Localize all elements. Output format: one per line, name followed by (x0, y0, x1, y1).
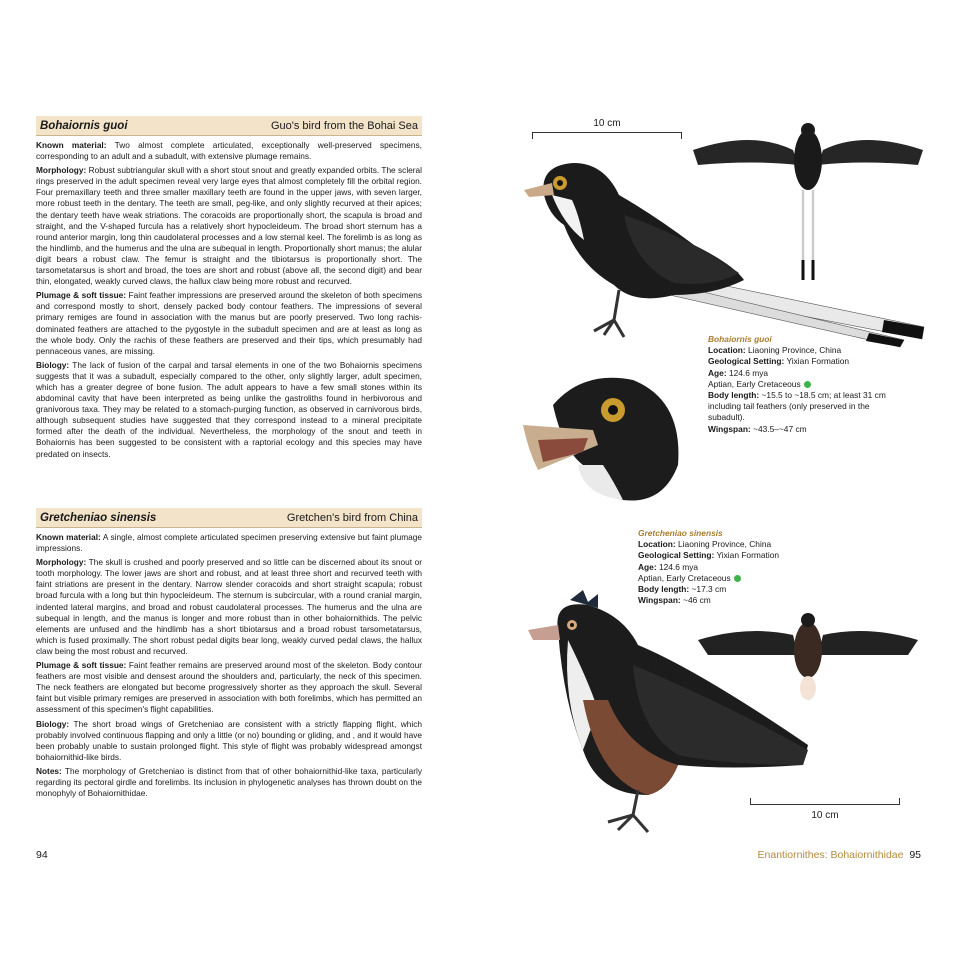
info-title: Gretcheniao sinensis (638, 528, 723, 538)
plumage: Plumage & soft tissue: Faint feather impressions are preserved around the skeleton of both specimens and correspond mostly to short, densely packed body contour feathers. The impressions of several primary remiges are found in association with the manus but are poorly preserved. Two long rachis-dominated feathers are attached to the pygostyle in the subadult specimen and are at least as long as the whole body. Only the rachis of these feathers are preserved and their tips, which presumably had pennaceous vanes, are missing. (36, 290, 422, 356)
info-wingspan: Wingspan: ~43.5–~47 cm (708, 423, 807, 434)
species-name: Bohaiornis guoi (40, 119, 128, 132)
species-text (36, 140, 422, 460)
species-header (36, 116, 422, 136)
notes: Notes: The morphology of Gretcheniao is distinct from that of other bohaiornithid-like taxa, particularly regarding its pectoral girdle and forelimbs. Its inclusion in phylogenetic analyses has thrown doubt on the monophyly of Bohaiornithidae. (36, 765, 422, 799)
bohaiornis-info-box (708, 334, 908, 435)
info-geological-setting: Geological Setting: Yixian Formation (708, 356, 850, 367)
common-name: Guo's bird from the Bohai Sea (270, 119, 418, 132)
morphology: Morphology: The skull is crushed and poorly preserved and so little can be discerned about its snout or tooth morphology. The lower jaws are short and robust, and at least three short and recurved teeth with faint striations are present in the dentary. Narrow slender coracoids and short straight scapula; robust broad furcula with a long but thin hypocleideum. The sternum is subcircular, with a round cranial margin, indented lateral margins, and broad and robust caudolateral processes. The humerus and the ulna are subequal in length, and the manus is longer and more robust than in other bohaiornithids. The pelvic elements are unfused and the hindlimb has a short tibiotarsus and a broad robust tarsometatarsus, which is fused proximally. The short robust pedal digits bear long, weakly curved pedal claws, the hallux claw being the most robust and recurved. (36, 557, 422, 656)
info-period: Aptian, Early Cretaceous (638, 573, 838, 584)
info-period: Aptian, Early Cretaceous (708, 379, 908, 390)
running-head-title: Enantiornithes: Bohaiornithidae (757, 849, 904, 861)
scale-line (532, 132, 682, 139)
species-header (36, 508, 422, 528)
page-number-left: 94 (36, 849, 48, 861)
info-location: Location: Liaoning Province, China (708, 345, 842, 356)
biology: Biology: The lack of fusion of the carpal and tarsal elements in one of the two Bohaiornis specimens suggests that it was a subadult, especially compared to the other, only slightly larger, adult specimen, which has a greater degree of bone fusion. The adult appears to have a few small stones within its abdominal cavity that have been interpreted as being unlike the gastroliths found in herbivorous and granivorous taxa. They may be related to a stomach-purging function, as observed in carnivorous birds, although subsequent studies have suggested that they correspond instead to a mineral precipitate formed after the death of the individual. Nevertheless, the morphology of the snout and teeth in Bohaiornis has been suggested to be consistent with a raptorial ecology and this species may have predated on insects. (36, 359, 422, 459)
species-text (36, 532, 422, 799)
species-name: Gretcheniao sinensis (40, 511, 157, 524)
period-dot-icon (734, 575, 741, 582)
right-page (478, 0, 957, 957)
species-entry-bohaiornis (36, 116, 422, 463)
biology: Biology: The short broad wings of Gretcheniao are consistent with a strictly flapping flight, which probably involved continuous flapping and only a little (or no) bounding or gliding, and , and it would have been probably unable to sustain prolonged flight. This style of flight was probably widespread amongst bohaiornithid-like birds. (36, 718, 422, 762)
common-name: Gretchen's bird from China (286, 511, 418, 524)
scale-line (750, 798, 900, 805)
scale-label: 10 cm (811, 810, 839, 821)
period-dot-icon (804, 381, 811, 388)
known-material: Known material: A single, almost complete articulated specimen preserving extensive but faint plumage impressions. (36, 532, 422, 554)
info-age: Age: 124.6 mya (638, 561, 699, 572)
plumage: Plumage & soft tissue: Faint feather remains are preserved around most of the skeleton. Body contour feathers are most visible and densest around the shoulders and, particularly, the neck of this specimen. The neck feathers are elongated but become progressively shorter as they approach the skull. Several faint but visible primary remiges are preserved in association with both forelimbs, which has permitted an assessment of this specimen's flight capabilities. (36, 660, 422, 715)
known-material: Known material: Two almost complete articulated, exceptionally well-preserved specimens, corresponding to an adult and a subadult, with extensive plumage remains. (36, 140, 422, 162)
info-age: Age: 124.6 mya (708, 367, 769, 378)
morphology: Morphology: Robust subtriangular skull with a short stout snout and greatly expanded orbits. The scleral rings preserved in the adult specimen reveal very large eyes that almost completely fill the orbital region. Four premaxillary teeth and three smaller maxillary teeth are found in the upper jaws, with seven larger, more robust teeth in the dentary. The teeth are small, peg-like, and only slightly recurved at their apices; the dentary teeth have weak striations. The coracoids are proportionally short, the scapula is broad and straight, and the V-shaped furcula has a relatively short hypocleideum. The broad short sternum has a round anterior margin, long thin caudolateral processes and a low sternal keel. The forelimb is as long as the hindlimb, and the humerus and the ulna are subequal in length. Proportionally short manus; the alular digit bears a robust claw. The femur is straight and the tibiotarsus is proportionally short. The tarsometatarsus is short and broad, the toes are short and robust (above all, the second digit) and bear thin, elongated, weakly curved claws, the hallux claw being more robust and recurved. (36, 165, 422, 287)
info-location: Location: Liaoning Province, China (638, 539, 772, 550)
info-body-length: Body length: ~17.3 cm (638, 584, 727, 595)
bohaiornis-head-illustration (523, 370, 683, 510)
running-head (758, 849, 921, 861)
species-entry-gretcheniao (36, 508, 422, 802)
info-body-length: Body length: ~15.5 to ~18.5 cm; at least 31 cm including tail feathers (only preserved in the subadult). (708, 390, 886, 423)
bohaiornis-flying-illustration (693, 120, 923, 290)
left-page (0, 0, 478, 957)
info-title: Bohaiornis guoi (708, 334, 772, 344)
scale-label: 10 cm (593, 118, 621, 129)
info-wingspan: Wingspan: ~46 cm (638, 595, 711, 606)
info-geological-setting: Geological Setting: Yixian Formation (638, 550, 780, 561)
page-number-right: 95 (909, 849, 921, 861)
